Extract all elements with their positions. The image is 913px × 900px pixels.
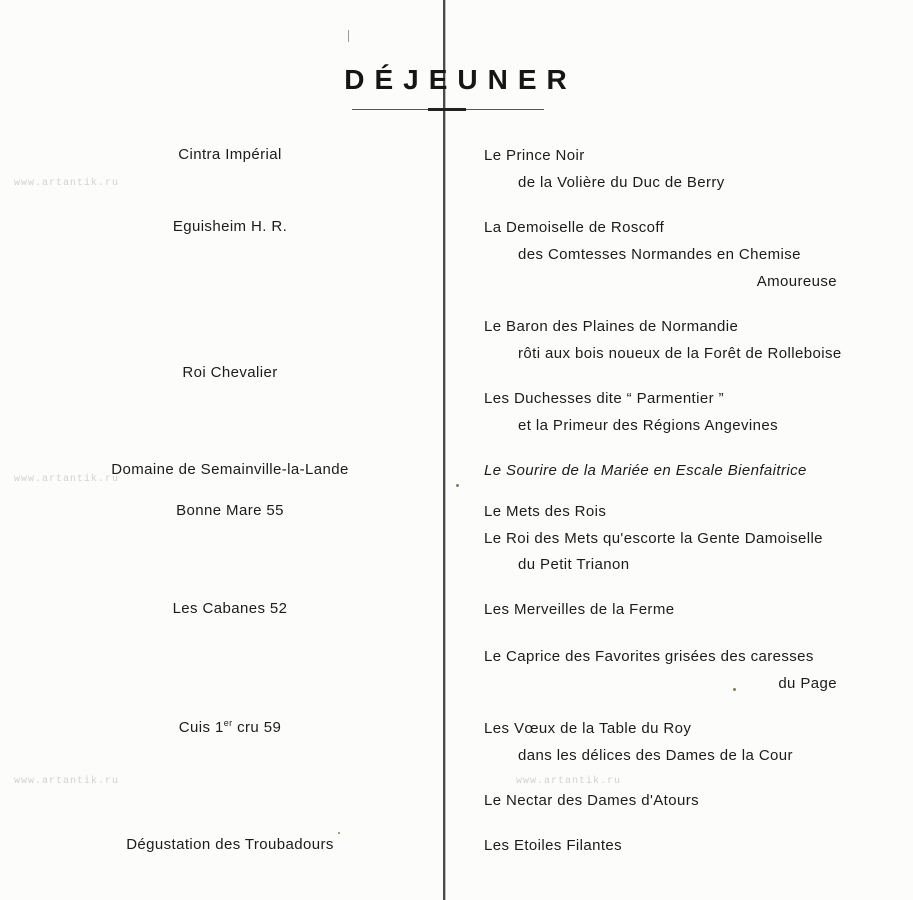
dish-line: Les Etoiles Filantes <box>484 837 623 854</box>
menu-title: DÉJEUNER <box>344 64 577 95</box>
dish-line: et la Primeur des Régions Angevines <box>518 417 778 434</box>
paper-speck <box>733 688 736 691</box>
dish-line: La Demoiselle de Roscoff <box>484 219 665 236</box>
paper-speck <box>456 484 459 487</box>
wine-item <box>60 718 400 736</box>
dish-line: du Page <box>778 675 837 692</box>
dish-line: des Comtesses Normandes en Chemise <box>518 246 801 263</box>
dish-line: Le Baron des Plaines de Normandie <box>484 318 739 335</box>
watermark: www.artantik.ru <box>14 178 120 189</box>
dish-line: Le Nectar des Dames d'Atours <box>484 792 699 809</box>
crease-mark <box>348 30 349 42</box>
dish-line: Amoureuse <box>756 273 837 290</box>
dish-line: Le Mets des Rois <box>484 503 607 520</box>
watermark: www.artantik.ru <box>14 474 120 485</box>
wine-name-superscript: er <box>223 718 233 728</box>
dish-line: Le Sourire de la Mariée en Escale Bienfaitrice <box>484 462 807 479</box>
paper-speck <box>338 832 340 834</box>
dish-line: rôti aux bois noueux de la Forêt de Rolleboise <box>518 345 842 362</box>
wine-item: Bonne Mare 55 <box>176 502 284 519</box>
dish-line: Les Merveilles de la Ferme <box>484 601 675 618</box>
wine-item: Dégustation des Troubadours <box>126 836 334 853</box>
dish-line: Les Duchesses dite “ Parmentier ” <box>484 390 724 407</box>
watermark: www.artantik.ru <box>14 776 120 787</box>
wine-item: Les Cabanes 52 <box>172 600 288 617</box>
dish-line: du Petit Trianon <box>518 556 630 573</box>
center-fold-shadow <box>445 0 446 900</box>
wine-item: Cintra Impérial <box>178 146 282 163</box>
wine-item: Domaine de Semainville-la-Lande <box>111 461 349 478</box>
dish-line: dans les délices des Dames de la Cour <box>518 747 793 764</box>
wine-item: Eguisheim H. R. <box>172 218 288 235</box>
dish-line: Les Vœux de la Table du Roy <box>484 720 692 737</box>
wine-name-part: cru 59 <box>232 719 282 736</box>
wine-item: Roi Chevalier <box>182 364 278 381</box>
dish-line: Le Prince Noir <box>484 147 585 164</box>
title-underline-center <box>428 108 466 111</box>
dish-line: Le Roi des Mets qu'escorte la Gente Damoiselle <box>484 530 823 547</box>
dish-line: de la Volière du Duc de Berry <box>518 174 725 191</box>
dish-line: Le Caprice des Favorites grisées des caresses <box>484 648 814 665</box>
watermark: www.artantik.ru <box>516 776 622 787</box>
wine-name-part: Cuis 1 <box>178 719 224 736</box>
